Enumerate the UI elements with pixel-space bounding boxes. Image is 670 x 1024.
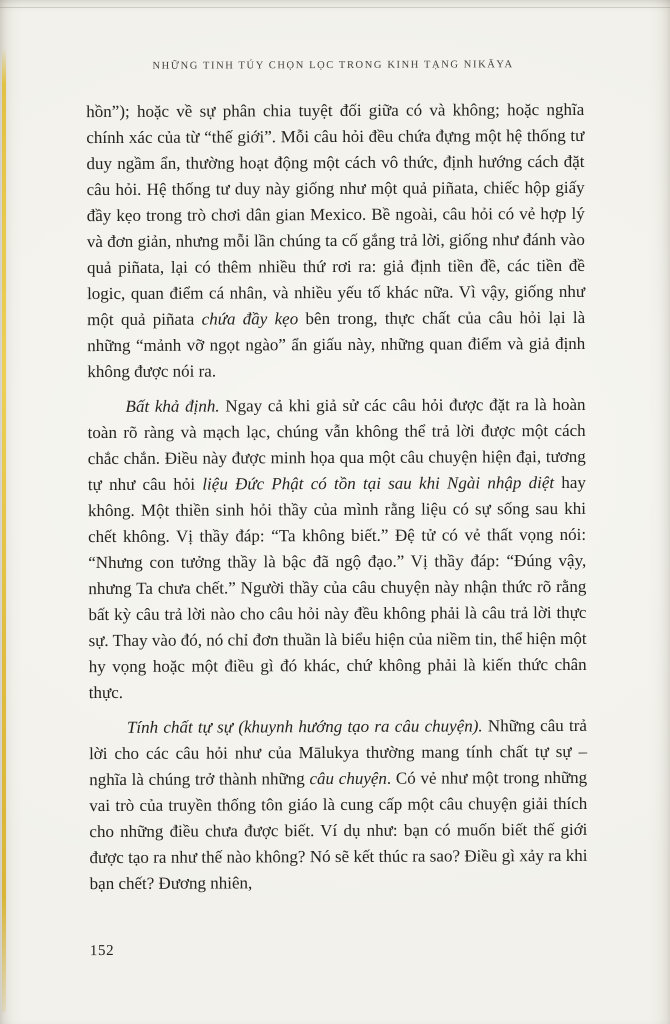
text-run: Tính chất tự sự (khuynh hướng tạo ra câu chuyện). xyxy=(126,716,483,737)
text-run: . Có vẻ như một trong những vai trò của truyền thống tôn giáo là cung cấp một câu chuyện giải thích cho những điều chưa được biết. Ví dụ như: bạn có muốn biết thế giới được tạo ra như thế nào không? Nó sẽ kết thúc ra sao? Điều gì xảy ra khi bạn chết? Đương nhiên, xyxy=(89,767,588,894)
running-header: NHỮNG TINH TÚY CHỌN LỌC TRONG KINH TẠNG NIKĀYA xyxy=(152,59,514,72)
text-run: chứa đầy kẹo xyxy=(201,309,299,329)
text-run: câu chuyện xyxy=(309,768,387,789)
text-run: Những câu trả lời cho các câu hỏi như của Mālukya thường mang tính chất tự sự – nghĩa là chúng trở thành những xyxy=(89,715,588,790)
text-run: Bất khả định. xyxy=(125,396,220,416)
text-run: Ngay cả khi giả sử các câu hỏi được đặt ra là hoàn toàn rõ ràng và mạch lạc, chúng vẫn không thể trả lời được một cách chắc chắn. Điều này được minh họa qua một câu chuyện hiện đại, tương tự như câu hỏi xyxy=(87,394,586,495)
body-paragraph-2 xyxy=(87,392,586,706)
text-run: hồn”); hoặc về sự phân chia tuyệt đối giữa có và không; hoặc nghĩa chính xác của từ “thế giới”. Mỗi câu hỏi đều chứa đựng một hệ thống tư duy ngầm ẩn, thường hoạt động một cách vô thức, định hướng cách đặt câu hỏi. Hệ thống tư duy này giống như một quả piñata, chiếc hộp giấy đầy kẹo trong trò chơi dân gian Mexico. Bề ngoài, câu hỏi có vẻ hợp lý và đơn giản, nhưng mỗi lần chúng ta cố gắng trả lời, giống như đánh vào quả piñata, lại có thêm nhiều thứ rơi ra: giả định tiền đề, các tiền đề logic, quan điểm cá nhân, và nhiều yếu tố khác nữa. Vì vậy, giống như một quả piñata xyxy=(86,99,586,330)
page-number: 152 xyxy=(89,942,115,960)
body-text xyxy=(86,97,588,906)
body-paragraph-1 xyxy=(86,97,585,385)
text-run: hay không. Một thiền sinh hỏi thầy của mình rằng liệu có sự sống sau khi chết không. Vị thầy đáp: “Ta không biết.” Đệ tử có vẻ thất vọng nói: “Nhưng con tưởng thầy là bậc đã ngộ đạo.” Vị thầy đáp: “Đúng vậy, nhưng Ta chưa chết.” Người thầy của câu chuyện này nhận thức rõ rằng bất kỳ câu trả lời nào cho câu hỏi này đều không phải là câu trả lời thực sự. Thay vào đó, nó chỉ đơn thuần là biểu hiện của niềm tin, thể hiện một hy vọng hoặc một điều gì đó khác, chứ không phải là kiến thức chân thực. xyxy=(87,472,587,703)
text-run: liệu Đức Phật có tồn tại sau khi Ngài nhập diệt xyxy=(202,473,555,494)
text-run: bên trong, thực chất của câu hỏi lại là những “mảnh vỡ ngọt ngào” ẩn giấu này, những quan điểm và giả định không được nói ra. xyxy=(87,307,586,382)
body-paragraph-3 xyxy=(89,713,588,897)
